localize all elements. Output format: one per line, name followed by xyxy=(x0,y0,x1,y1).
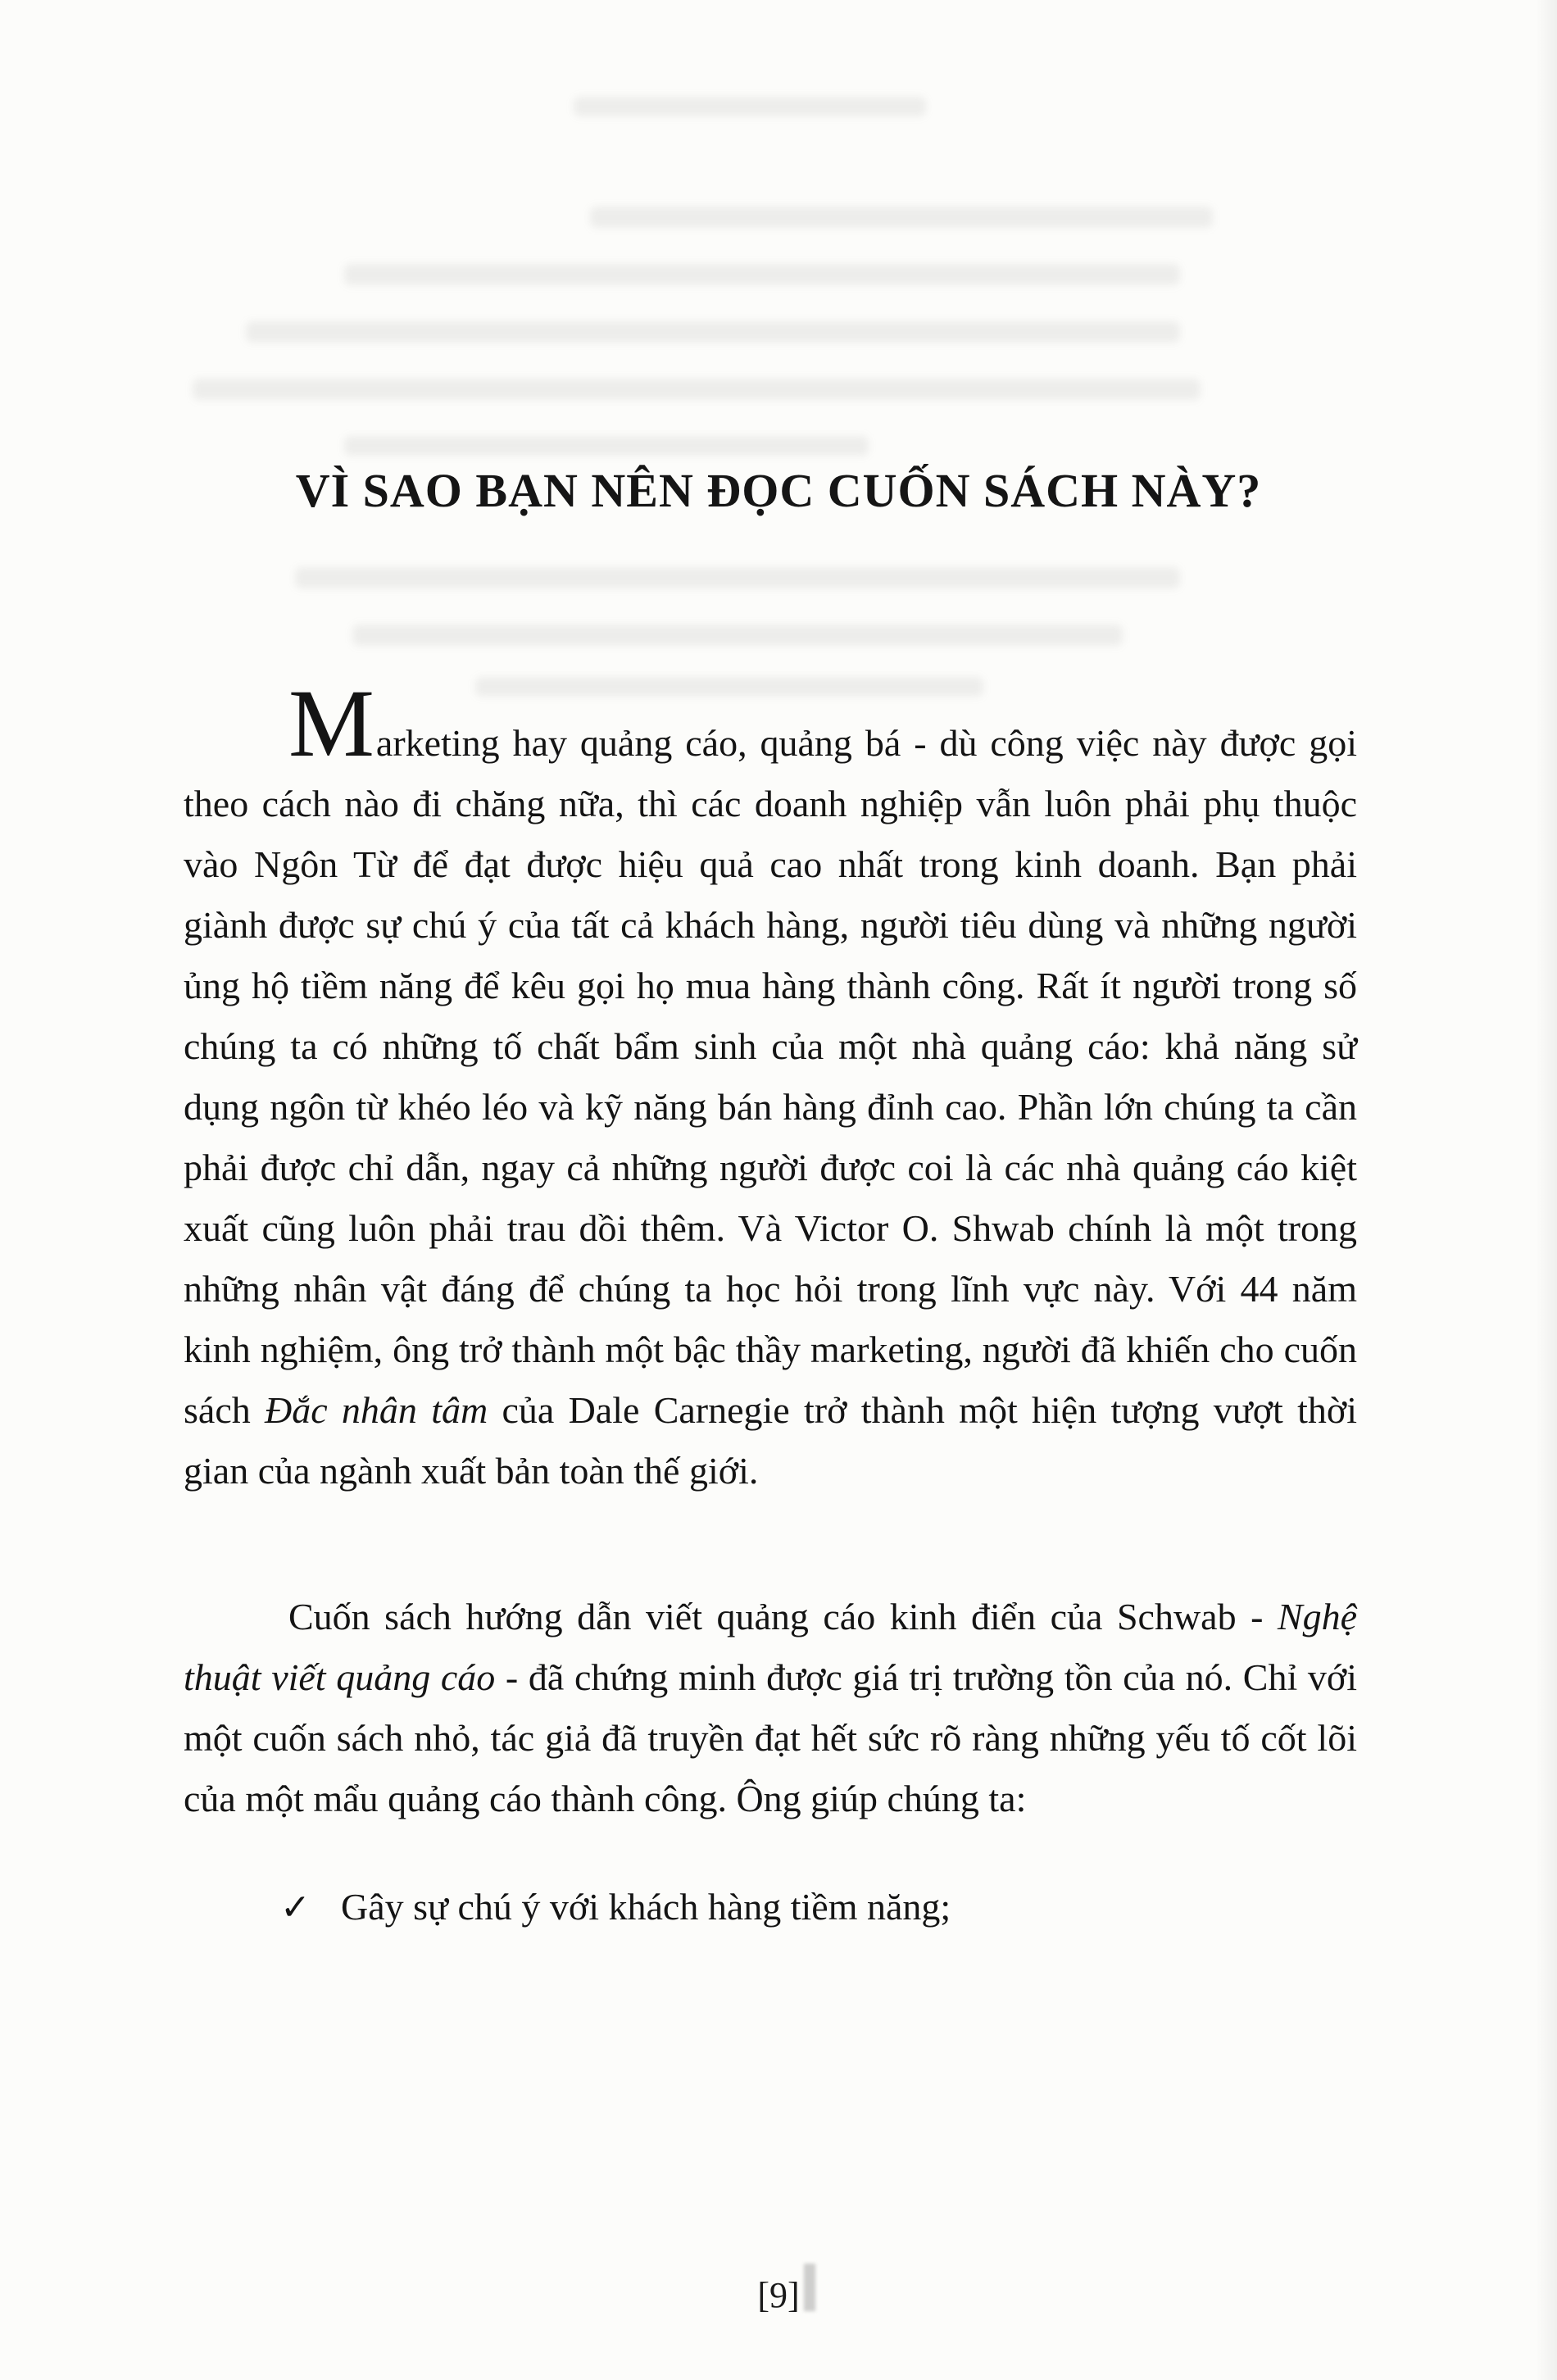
scan-artifact xyxy=(804,2264,815,2311)
bleed-through-line xyxy=(352,625,1123,646)
paragraph-text: arketing hay quảng cáo, quảng bá - dù công việc này được gọi theo cách nào đi chăng nữa, thì các doanh nghiệp vẫn luôn phải phụ thuộc vào Ngôn Từ để đạt được hiệu quả cao nhất trong kinh doanh. Bạn phải giành được sự chú ý của tất cả khách hàng, người tiêu dùng và những người ủng hộ tiềm năng để kêu gọi họ mua hàng thành công. Rất ít người trong số chúng ta có những tố chất bẩm sinh của một nhà quảng cáo: khả năng sử dụng ngôn từ khéo léo và kỹ năng bán hàng đỉnh cao. Phần lớn chúng ta cần phải được chỉ dẫn, ngay cả những người được coi là các nhà quảng cáo kiệt xuất cũng luôn phải trau dồi thêm. Và Victor O. Shwab chính là một trong những nhân vật đáng để chúng ta học hỏi trong lĩnh vực này. Với 44 năm kinh nghiệm, ông trở thành một bậc thầy marketing, người đã khiến cho cuốn sách xyxy=(184,722,1357,1431)
checkmark-icon: ✓ xyxy=(280,1887,311,1928)
bleed-through-line xyxy=(295,567,1180,588)
paragraph-text: của Dale Carnegie trở thành một hiện tượng vượt thời gian của ngành xuất bản toàn thế giới. xyxy=(184,1389,1357,1492)
body-paragraph xyxy=(184,1587,1357,1829)
italic-book-title: Đắc nhân tâm xyxy=(265,1389,488,1431)
body-text xyxy=(184,670,1358,1938)
bleed-through-line xyxy=(193,379,1201,400)
page-edge-shadow xyxy=(1536,0,1557,2380)
dropcap-initial: M xyxy=(288,670,376,777)
bleed-through-line xyxy=(344,264,1180,285)
bleed-through-line xyxy=(590,207,1213,228)
bleed-through-line xyxy=(574,97,926,116)
bleed-through-line xyxy=(344,436,869,456)
bleed-through-line xyxy=(246,321,1180,343)
italic-book-title: Nghệ thuật viết quảng cáo xyxy=(184,1596,1357,1698)
page-number: [9] xyxy=(757,2275,800,2315)
body-paragraph xyxy=(184,670,1357,1501)
paragraph-text: Cuốn sách hướng dẫn viết quảng cáo kinh điển của Schwab - xyxy=(288,1596,1278,1637)
bleed-through-line xyxy=(475,677,983,697)
bullet-item xyxy=(184,1877,1357,1938)
paragraph-text: - đã chứng minh được giá trị trường tồn của nó. Chỉ với một cuốn sách nhỏ, tác giả đã truyền đạt hết sức rõ ràng những yếu tố cốt lõi của một mẩu quảng cáo thành công. Ông giúp chúng ta: xyxy=(184,1656,1358,1819)
bullet-text: Gây sự chú ý với khách hàng tiềm năng; xyxy=(341,1886,951,1928)
page-title: VÌ SAO BẠN NÊN ĐỌC CUỐN SÁCH NÀY? xyxy=(295,464,1262,517)
